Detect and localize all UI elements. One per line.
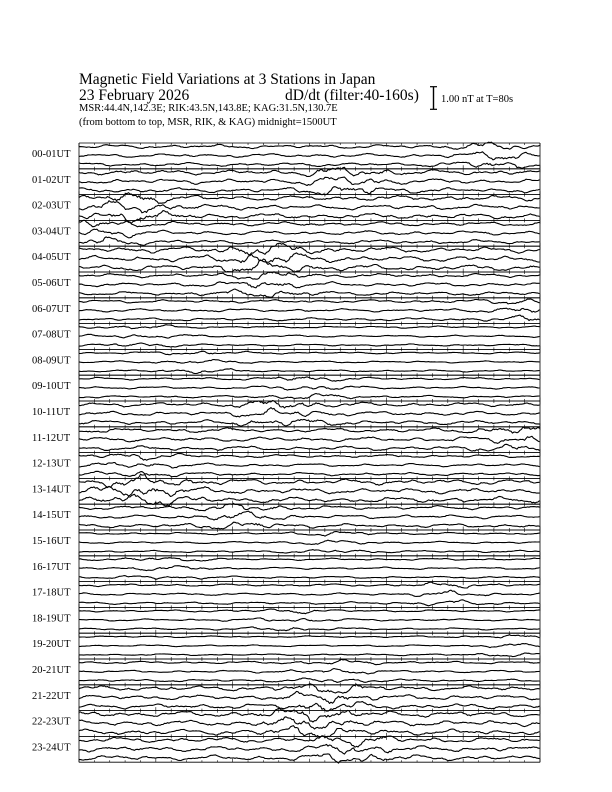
row-label: 22-23UT — [32, 716, 71, 728]
row-label: 14-15UT — [32, 510, 71, 522]
row-label: 13-14UT — [32, 484, 71, 496]
hour-row — [32, 427, 540, 453]
row-label: 11-12UT — [32, 432, 71, 444]
row-label: 04-05UT — [32, 252, 71, 264]
station-trace-rik — [79, 177, 540, 185]
hour-row — [32, 167, 540, 195]
hour-row — [32, 503, 540, 530]
hour-row — [32, 142, 540, 169]
row-label: 17-18UT — [32, 587, 71, 599]
row-label: 08-09UT — [32, 355, 71, 367]
station-trace-rik — [79, 744, 540, 754]
station-trace-kag — [79, 377, 540, 381]
station-trace-rik — [79, 308, 540, 312]
row-label: 06-07UT — [32, 303, 71, 315]
scale-label: 1.00 nT at T=80s — [441, 94, 514, 105]
hour-row — [32, 375, 540, 401]
row-label: 15-16UT — [32, 536, 71, 547]
chart-title: Magnetic Field Variations at 3 Stations in Japan — [79, 71, 376, 88]
station-trace-rik — [79, 511, 540, 520]
row-label: 19-20UT — [32, 639, 71, 651]
row-label: 10-11UT — [32, 407, 71, 418]
row-label: 07-08UT — [32, 329, 71, 341]
hour-row — [32, 272, 540, 298]
station-trace-rik — [79, 669, 540, 674]
station-trace-rik — [79, 590, 540, 596]
hour-row — [32, 556, 540, 582]
station-trace-rik — [79, 201, 540, 213]
station-trace-rik — [79, 487, 540, 497]
row-label: 12-13UT — [32, 458, 71, 470]
row-label: 18-19UT — [32, 613, 71, 625]
station-trace-kag — [79, 635, 540, 638]
hour-row — [32, 582, 540, 608]
row-label: 21-22UT — [32, 690, 71, 702]
hour-row — [32, 243, 540, 272]
hour-row — [32, 530, 540, 556]
row-label: 16-17UT — [32, 561, 71, 573]
station-trace-rik — [79, 253, 540, 263]
station-trace-rik — [79, 152, 540, 160]
row-label: 01-02UT — [32, 174, 71, 186]
station-trace-rik — [79, 229, 540, 238]
row-label: 20-21UT — [32, 665, 71, 676]
station-trace-rik — [79, 463, 540, 468]
station-trace-rik — [79, 386, 540, 390]
station-coordinates: MSR:44.4N,142.3E; RIK:43.5N,143.8E; KAG:31.5N,130.7E — [79, 103, 338, 114]
hour-row — [32, 298, 540, 324]
row-label: 02-03UT — [32, 200, 71, 212]
station-trace-rik — [79, 334, 540, 338]
station-trace-rik — [79, 436, 540, 443]
station-trace-rik — [79, 360, 540, 364]
station-trace-rik — [79, 540, 540, 544]
hour-row — [32, 708, 540, 737]
hour-row — [32, 659, 540, 685]
station-trace-rik — [79, 566, 540, 571]
hour-row — [32, 633, 540, 659]
row-label: 09-10UT — [32, 381, 71, 393]
row-label: 23-24UT — [32, 742, 71, 754]
hour-row — [32, 401, 540, 427]
station-trace-rik — [79, 644, 540, 648]
row-label: 03-04UT — [32, 226, 71, 238]
hour-row — [32, 684, 540, 711]
hour-row — [32, 453, 540, 479]
row-label: 00-01UT — [32, 149, 71, 160]
hour-row — [32, 349, 540, 375]
station-trace-rik — [79, 408, 540, 417]
chart-date: 23 February 2026 — [79, 87, 190, 104]
hour-row — [32, 607, 540, 633]
hour-row — [32, 324, 540, 350]
hour-row — [32, 220, 540, 246]
station-trace-rik — [79, 691, 540, 703]
station-order-note: (from bottom to top, MSR, RIK, & KAG) midnight=1500UT — [79, 117, 337, 128]
hour-row — [32, 193, 540, 223]
station-trace-rik — [79, 618, 540, 621]
station-trace-rik — [79, 282, 540, 288]
chart-filter: dD/dt (filter:40-160s) — [285, 87, 419, 104]
hour-row — [32, 474, 540, 506]
row-label: 05-06UT — [32, 278, 71, 289]
hour-row — [32, 736, 540, 763]
station-trace-msr — [79, 522, 540, 529]
